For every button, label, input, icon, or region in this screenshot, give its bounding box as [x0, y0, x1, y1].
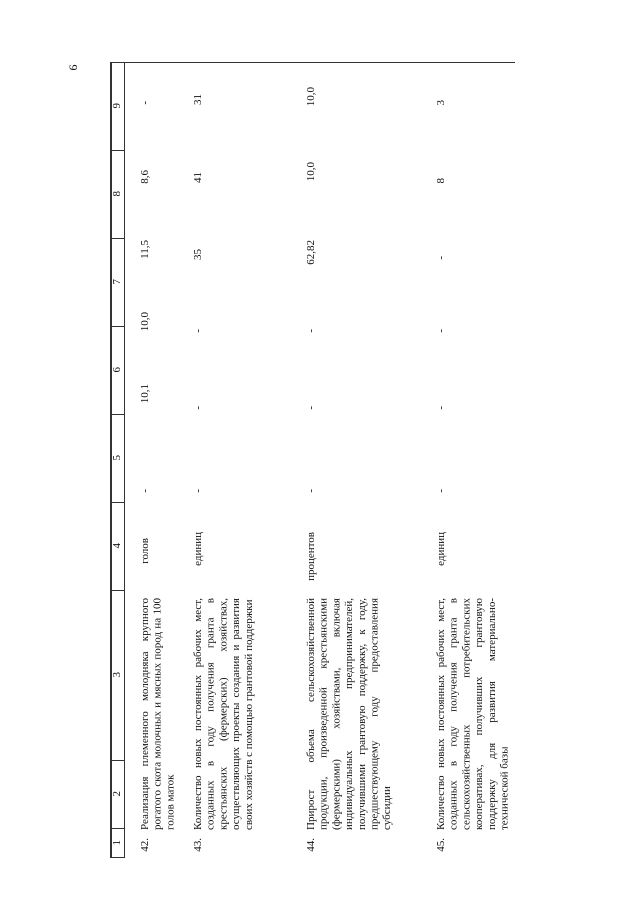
row-43-col-4: -	[192, 489, 204, 493]
row-44-unit: процентов	[305, 532, 317, 581]
row-44-col-8: 10,0	[305, 162, 317, 182]
row-44-col-9: 10,0	[305, 87, 317, 107]
row-42-col-9: -	[139, 101, 151, 105]
row-45-number: 45.	[435, 838, 447, 852]
rotated-table	[110, 62, 515, 862]
row-45-col-9: 3	[435, 99, 447, 105]
page-number: 9	[66, 64, 81, 71]
row-42-col-5: 10,1	[139, 384, 151, 404]
row-43-col-7: 35	[192, 249, 204, 260]
header-col-9: 9	[110, 103, 123, 109]
row-43-number: 43.	[192, 838, 204, 852]
header-col-7: 7	[110, 279, 123, 285]
row-43-name: Количество новых постоянных рабочих мест, созданных в году получения гранта в крестьянских (фермерских) хозяйствах, осуществляющих проекты создания и развития своих хозяйств с помощью грантовой поддержки	[192, 598, 255, 830]
row-44-col-4: -	[305, 489, 317, 493]
row-43-col-8: 41	[192, 172, 204, 183]
table-border-top	[110, 62, 515, 63]
row-42-number: 42.	[139, 838, 151, 852]
row-44-col-5: -	[305, 406, 317, 410]
header-col-8: 8	[110, 191, 123, 197]
row-42-col-6: 10,0	[139, 312, 151, 332]
row-45-col-7: -	[435, 256, 447, 260]
header-col-4: 4	[110, 543, 123, 549]
row-43-unit: единиц	[192, 532, 204, 566]
row-45-name: Количество новых постоянных рабочих мест, созданных в году получения гранта в сельскохозяйственных потребительских кооперативах, получивших грантовую поддержку для развития материально-технической базы	[435, 598, 511, 830]
header-col-2: 2	[110, 791, 123, 797]
row-44-name: Прирост объема сельскохозяйственной продукции, произведенной крестьянскими (фермерскими) хозяйствами, включая индивидуальных предпринимателей, получившими грантовую поддержку, к году, предшествующему году предоставления субсидии	[305, 598, 394, 830]
row-42-unit: голов	[139, 538, 151, 564]
row-42-col-7: 11,5	[139, 240, 151, 259]
row-45-unit: единиц	[435, 532, 447, 566]
row-43-col-9: 31	[192, 94, 204, 105]
row-44-number: 44.	[305, 838, 317, 852]
row-44-col-7: 62,82	[305, 240, 317, 265]
header-col-3: 3	[110, 672, 123, 678]
row-43-col-6: -	[192, 329, 204, 333]
row-43-col-5: -	[192, 406, 204, 410]
header-row-border	[124, 62, 125, 858]
row-42-name: Реализация племенного молодняка крупного рогатого скота молочных и мясных пород на 100 голов маток	[139, 598, 177, 830]
header-col-5: 5	[110, 455, 123, 461]
row-42-col-8: 8,6	[139, 170, 151, 184]
row-45-col-6: -	[435, 329, 447, 333]
row-42-col-4: -	[139, 489, 151, 493]
header-col-1: 1	[110, 839, 123, 846]
row-44-col-6: -	[305, 329, 317, 333]
header-col-6: 6	[110, 367, 123, 373]
row-45-col-5: -	[435, 406, 447, 410]
row-45-col-4: -	[435, 489, 447, 493]
table-border-bottom	[110, 857, 125, 858]
row-45-col-8: 8	[435, 177, 447, 183]
